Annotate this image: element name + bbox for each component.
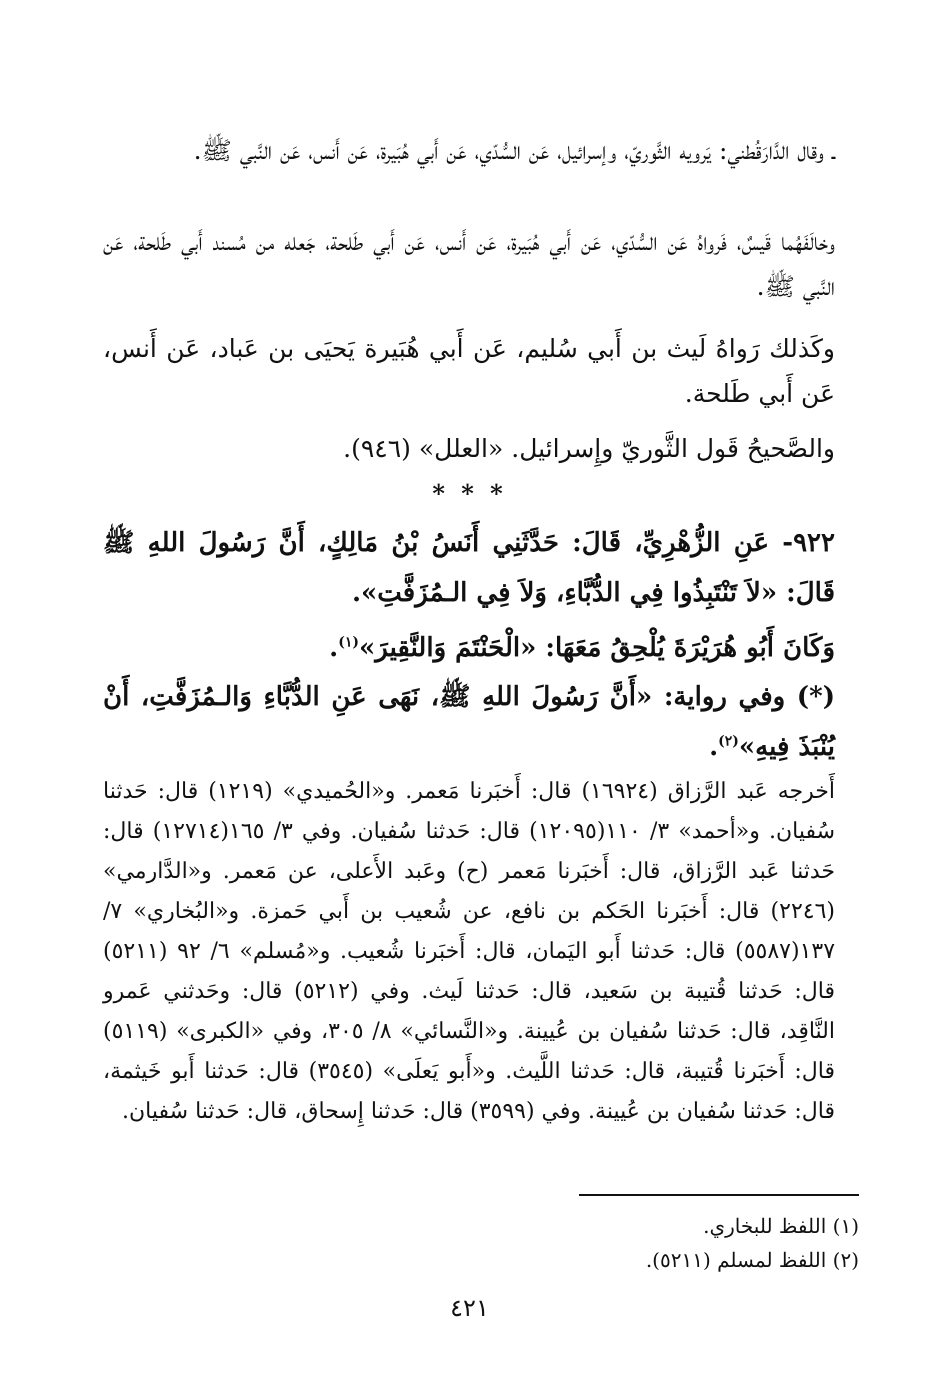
section-separator: * * *: [432, 479, 507, 508]
hadith-riwaya: [103, 672, 835, 772]
footnote-ref-1: (١): [338, 634, 359, 651]
abu-huraira-end: .: [329, 633, 339, 663]
page-number: ٤٢١: [450, 1294, 489, 1322]
footnote-ref-2: (٢): [718, 733, 739, 750]
abu-huraira-text: وَكَانَ أَبُو هُرَيْرَةَ يُلْحِقُ مَعَهَا: «الْحَنْتَمَ وَالنَّقِيرَ»: [358, 633, 835, 663]
hadith-abu-huraira: [103, 623, 835, 673]
paragraph-daraqutni: ـ وقال الدَّارَقُطني: يَرويه الثَّوريّ، وإسرائيل، عَن السُّدّي، عَن أَبي هُبَيرة، عَن أَنس، عَن النَّبي ﷺ.: [193, 136, 835, 165]
paragraph-qays: وخالَفَهُما قَيسٌ، فَرواهُ عَن السُّدّي، عَن أَبي هُبَيرة، عَن أَنس، عَن أَبي طَلحة، جَعله من مُسند أَبي طَلحة، عَن النَّبي ﷺ.: [103, 227, 835, 301]
footnote-divider: [579, 1194, 859, 1196]
footnote-1: (١) اللفظ للبخاري.: [703, 1214, 859, 1238]
paragraph-layth: وكَذلك رَواهُ لَيث بن أَبي سُليم، عَن أَبي هُبَيرة يَحيَى بن عَباد، عَن أَنس، عَن أَبي طَلحة.: [103, 334, 835, 408]
takhrij-paragraph: أَخرجه عَبد الرَّزاق (١٦٩٢٤) قال: أَخبَرنا مَعمر. و«الحُميدي» (١٢١٩) قال: حَدثنا سُفيان. و«أحمد» ٣/ ١١٠(١٢٠٩٥) قال: حَدثنا سُفيان. وفي ٣/ ١٦٥(١٢٧١٤) قال: حَدثنا عَبد الرَّزاق، قال: أَخبَرنا مَعمر (ح) وعَبد الأَعلى، عن مَعمر. و«الدَّارمي» (٢٢٤٦) قال: أَخبَرنا الحَكم بن نافع، عن شُعيب بن أَبي حَمزة. و«البُخاري» ٧/ ١٣٧(٥٥٨٧) قال: حَدثنا أَبو اليَمان، قال: أَخبَرنا شُعيب. و«مُسلم» ٦/ ٩٢ (٥٢١١) قال: حَدثنا قُتيبة بن سَعيد، قال: حَدثنا لَيث. وفي (٥٢١٢) قال: وحَدثني عَمرو النَّاقِد، قال: حَدثنا سُفيان بن عُيينة. و«النَّسائي» ٨/ ٣٠٥، وفي «الكبرى» (٥١١٩) قال: أَخبَرنا قُتيبة، قال: حَدثنا اللَّيث. و«أَبو يَعلَى» (٣٥٤٥) قال: حَدثنا أَبو خَيثمة، قال: حَدثنا سُفيان بن عُيينة. وفي (٣٥٩٩) قال: حَدثنا إِسحاق، قال: حَدثنا سُفيان.: [103, 779, 836, 1124]
footnote-2: (٢) اللفظ لمسلم (٥٢١١).: [645, 1248, 859, 1272]
riwaya-text: (*) وفي رواية: «أَنَّ رَسُولَ اللهِ ﷺ، نَهَى عَنِ الدُّبَّاءِ وَالـمُزَفَّتِ، أَنْ يُنْبَذَ فِيهِ»: [103, 682, 835, 762]
paragraph-sahih: والصَّحيحُ قَول الثَّوريّ وإِسرائيل. «العلل» (٩٤٦).: [343, 434, 835, 463]
hadith-text: ٩٢٢- عَنِ الزُّهْرِيِّ، قَالَ: حَدَّثَنِي أَنَسُ بْنُ مَالِكٍ، أَنَّ رَسُولَ اللهِ ﷺ قَالَ: «لاَ تَنْتَبِذُوا فِي الدُّبَّاءِ، وَلاَ فِي الـمُزَفَّتِ».: [103, 528, 835, 608]
riwaya-end: .: [709, 732, 719, 762]
